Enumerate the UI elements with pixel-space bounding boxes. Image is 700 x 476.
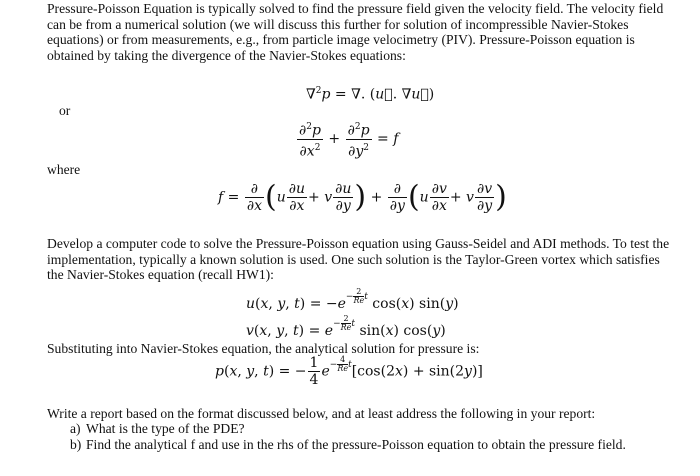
- where-label: where: [47, 162, 81, 177]
- question-a-text: What is the type of the PDE?: [86, 421, 245, 436]
- equation-laplacian: $\frac{\partial^2p}{\partial x^2}$ + $\frac{\partial^2p}{\partial y^2}$ = f: [296, 119, 398, 159]
- equation-divergence: ∇$^2$p = ∇. (u⃗. ∇u⃗): [306, 86, 435, 103]
- equation-v-velocity: v(x, y, t) = e− $\frac{2}{Re}$ t sin(x) cos(y): [246, 314, 446, 339]
- question-list: [70, 421, 670, 452]
- report-paragraph: Write a report based on the format discussed below, and at least address the following in your report:: [47, 406, 596, 421]
- question-a: [70, 421, 670, 437]
- or-label: or: [59, 103, 71, 118]
- task-paragraph: Develop a computer code to solve the Pressure-Poisson equation using Gauss-Seidel and ADI methods. To test the implementation, typically a known solution is used. One such solution is the Taylor-Green vortex which satisfies the Navier-Stokes equation (recall HW1):: [47, 236, 670, 283]
- question-b-marker: b): [70, 436, 82, 452]
- question-b-text: Find the analytical f and use in the rhs of the pressure-Poisson equation to obtain the pressure field.: [86, 436, 626, 452]
- question-a-marker: a): [70, 421, 81, 436]
- intro-paragraph: Pressure-Poisson Equation is typically solved to find the pressure field given the velocity field. The velocity field can be from a numerical solution (we will discuss this further for solution of incompressible Navier-Stokes equations) or from measurements, e.g., from particle image velocimetry (PIV). Pressure-Poisson equation is obtained by taking the divergence of the Navier-Stokes equations:: [47, 1, 664, 63]
- question-b: [70, 437, 670, 453]
- substituting-paragraph: Substituting into Navier-Stokes equation, the analytical solution for pressure is:: [47, 341, 480, 356]
- equation-f-definition: f = $\frac{\partial}{\partial x}$ (u $\frac{\partial u}{\partial x}$ + v $\frac{\partial u}{\partial y}$ ) + $\frac{\partial}{\partial y}$ (u $\frac{\partial v}{\partial x}$ + v $\frac{\partial v}{\partial y}$ ): [218, 179, 507, 215]
- equation-u-velocity: u(x, y, t) = −e− $\frac{2}{Re}$ t cos(x) sin(y): [246, 287, 459, 312]
- equation-pressure: p(x, y, t) = − $\frac{1}{4}$ e− $\frac{4}{Re}$ t[cos(2x) + sin(2y)]: [215, 354, 483, 388]
